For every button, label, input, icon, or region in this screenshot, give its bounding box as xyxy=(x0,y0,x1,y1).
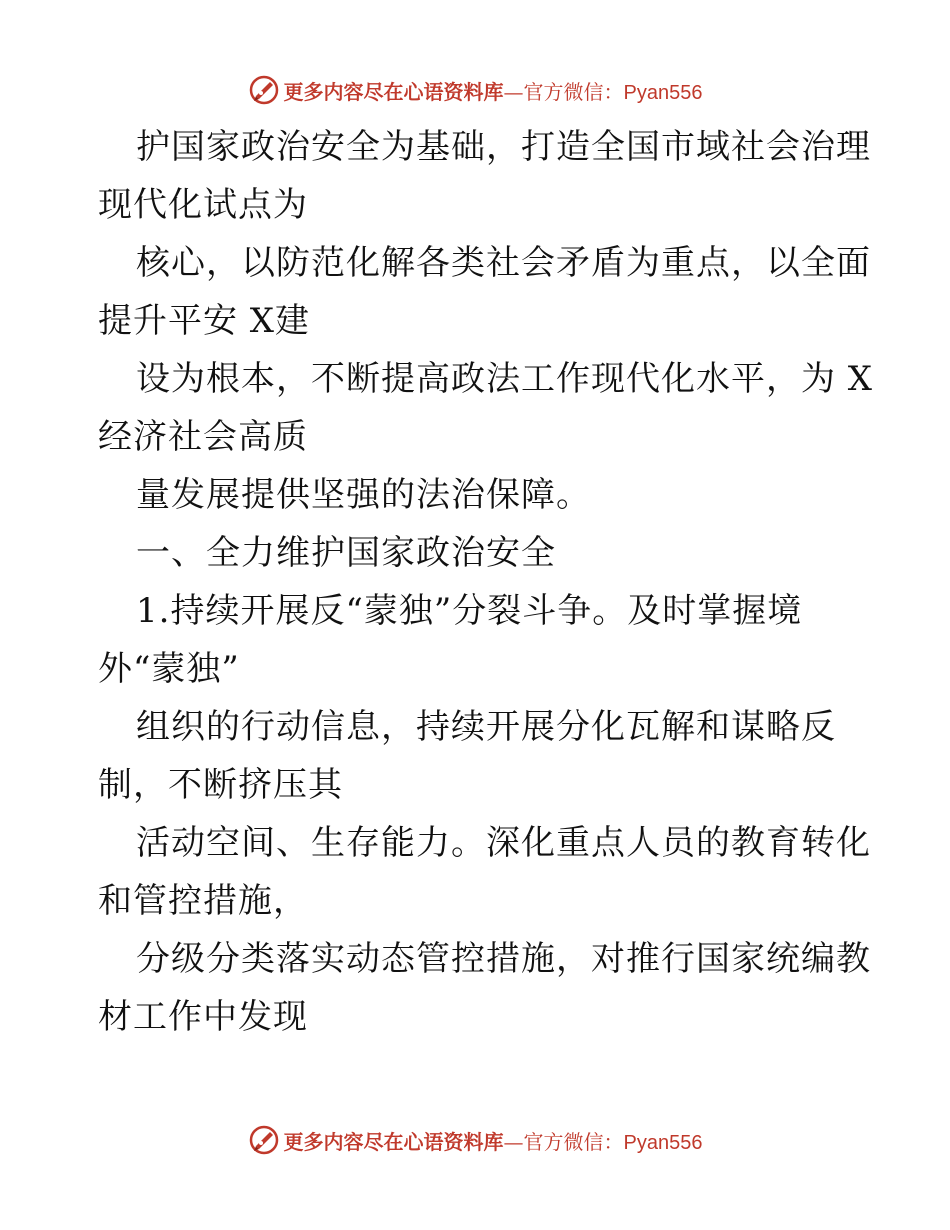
brand-logo-icon xyxy=(248,74,280,106)
footer-banner-text xyxy=(284,1126,703,1155)
header-banner-wechat-label: 官方微信： xyxy=(523,79,624,104)
header-banner-text xyxy=(284,76,703,105)
footer-banner-wechat-label: 官方微信： xyxy=(523,1129,624,1154)
body-line: 活动空间、生存能力。深化重点人员的教育转化 xyxy=(136,823,871,863)
header-banner-separator: — xyxy=(503,79,524,104)
footer-banner-separator: — xyxy=(503,1129,524,1154)
body-line: 设为根本，不断提高政法工作现代化水平，为 X xyxy=(136,359,874,399)
body-line: 分级分类落实动态管控措施，对推行国家统编教 xyxy=(136,939,871,979)
footer-banner-main: 更多内容尽在心语资料库 xyxy=(283,1129,504,1154)
body-line: 量发展提供坚强的法治保障。 xyxy=(136,475,591,515)
footer-banner xyxy=(0,1120,950,1160)
body-line: 护国家政治安全为基础，打造全国市域社会治理 xyxy=(136,127,871,167)
body-line: 经济社会高质 xyxy=(98,417,308,457)
header-banner-wechat-id: Pyan556 xyxy=(623,81,703,104)
body-line: 材工作中发现 xyxy=(98,997,308,1037)
body-line: 1.持续开展反“蒙独”分裂斗争。及时掌握境 xyxy=(136,591,803,631)
body-line: 提升平安 X建 xyxy=(98,301,311,341)
document-body xyxy=(98,118,874,1046)
body-line: 外“蒙独” xyxy=(98,649,240,689)
body-line: 组织的行动信息，持续开展分化瓦解和谋略反 xyxy=(136,707,836,747)
header-banner-main: 更多内容尽在心语资料库 xyxy=(283,79,504,104)
brand-logo-icon xyxy=(248,1124,280,1156)
body-line: 制，不断挤压其 xyxy=(98,765,343,805)
section-heading: 一、全力维护国家政治安全 xyxy=(136,533,556,573)
header-banner xyxy=(0,70,950,110)
footer-banner-wechat-id: Pyan556 xyxy=(623,1131,703,1154)
body-line: 现代化试点为 xyxy=(98,185,308,225)
body-line: 核心，以防范化解各类社会矛盾为重点，以全面 xyxy=(136,243,871,283)
body-line: 和管控措施， xyxy=(98,881,308,921)
